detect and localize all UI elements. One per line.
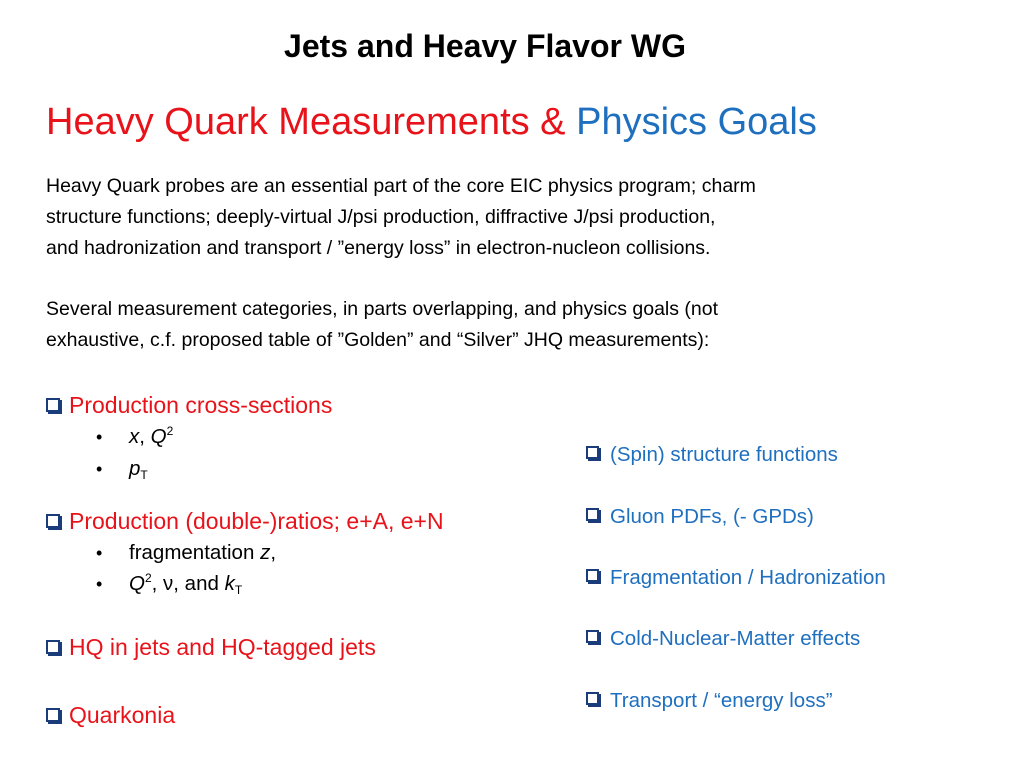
intro-line: Heavy Quark probes are an essential part of the core EIC physics program; charm — [46, 175, 756, 197]
measurement-label: Production cross-sections — [69, 392, 333, 418]
superscript: 2 — [166, 424, 174, 438]
goal-label: (Spin) structure functions — [610, 443, 838, 466]
bullet-icon: • — [96, 459, 103, 479]
bullet-text: , ν, and — [151, 572, 225, 595]
slide-title-measurements: Heavy Quark Measurements & — [46, 101, 566, 143]
goal-label: Transport / “energy loss” — [610, 689, 833, 712]
separator: , — [139, 425, 151, 448]
bullet-icon: • — [96, 427, 103, 447]
measurement-label: HQ in jets and HQ-tagged jets — [69, 634, 376, 660]
bullet-fragmentation-z — [96, 539, 276, 567]
categories-line: exhaustive, c.f. proposed table of ”Golden” and “Silver” JHQ measurements): — [46, 329, 710, 351]
measurement-hq-jets — [46, 632, 376, 662]
checkbox-icon — [586, 508, 599, 521]
var-q: Q — [129, 572, 145, 595]
checkbox-icon — [46, 708, 60, 722]
bullet-q2-nu-kt — [96, 570, 242, 598]
measurement-quarkonia — [46, 700, 175, 730]
intro-line: structure functions; deeply-virtual J/psi production, diffractive J/psi production, — [46, 206, 716, 228]
var-k: k — [224, 572, 235, 595]
intro-line: and hadronization and transport / ”energy loss” in electron-nucleon collisions. — [46, 237, 711, 259]
bullet-icon: • — [96, 574, 103, 594]
superscript: 2 — [144, 571, 152, 585]
intro-paragraph — [46, 171, 756, 264]
var-q: Q — [150, 425, 167, 448]
checkbox-icon — [46, 514, 60, 528]
checkbox-icon — [46, 640, 60, 654]
measurement-label: Quarkonia — [69, 702, 176, 728]
var-p: p — [129, 457, 141, 480]
categories-paragraph — [46, 294, 718, 356]
bullet-x-q2 — [96, 423, 173, 451]
checkbox-icon — [586, 692, 599, 705]
goal-transport — [586, 687, 833, 715]
goal-fragmentation — [586, 564, 886, 592]
categories-line: Several measurement categories, in parts overlapping, and physics goals (not — [46, 298, 719, 320]
checkbox-icon — [586, 446, 599, 459]
subscript: T — [234, 583, 243, 597]
bullet-text: fragmentation — [129, 541, 261, 564]
goal-spin-structure — [586, 441, 838, 469]
measurement-cross-sections — [46, 390, 332, 420]
checkbox-icon — [586, 630, 599, 643]
goal-label: Fragmentation / Hadronization — [610, 566, 886, 589]
goal-label: Gluon PDFs, (- GPDs) — [610, 505, 814, 528]
slide-title-goals: Physics Goals — [576, 101, 817, 143]
measurement-label: Production (double-)ratios; e+A, e+N — [69, 508, 444, 534]
checkbox-icon — [46, 398, 60, 412]
measurement-ratios — [46, 506, 444, 536]
bullet-pt — [96, 455, 148, 483]
slide-title — [46, 98, 817, 146]
goal-label: Cold-Nuclear-Matter effects — [610, 627, 861, 650]
var-x: x — [129, 425, 140, 448]
checkbox-icon — [586, 569, 599, 582]
bullet-text: , — [270, 541, 277, 564]
working-group-title: Jets and Heavy Flavor WG — [284, 28, 686, 64]
goal-cold-nuclear-matter — [586, 625, 860, 653]
var-z: z — [260, 541, 271, 564]
subscript: T — [140, 468, 148, 482]
goal-gluon-pdfs — [586, 503, 814, 531]
bullet-icon: • — [96, 543, 103, 563]
